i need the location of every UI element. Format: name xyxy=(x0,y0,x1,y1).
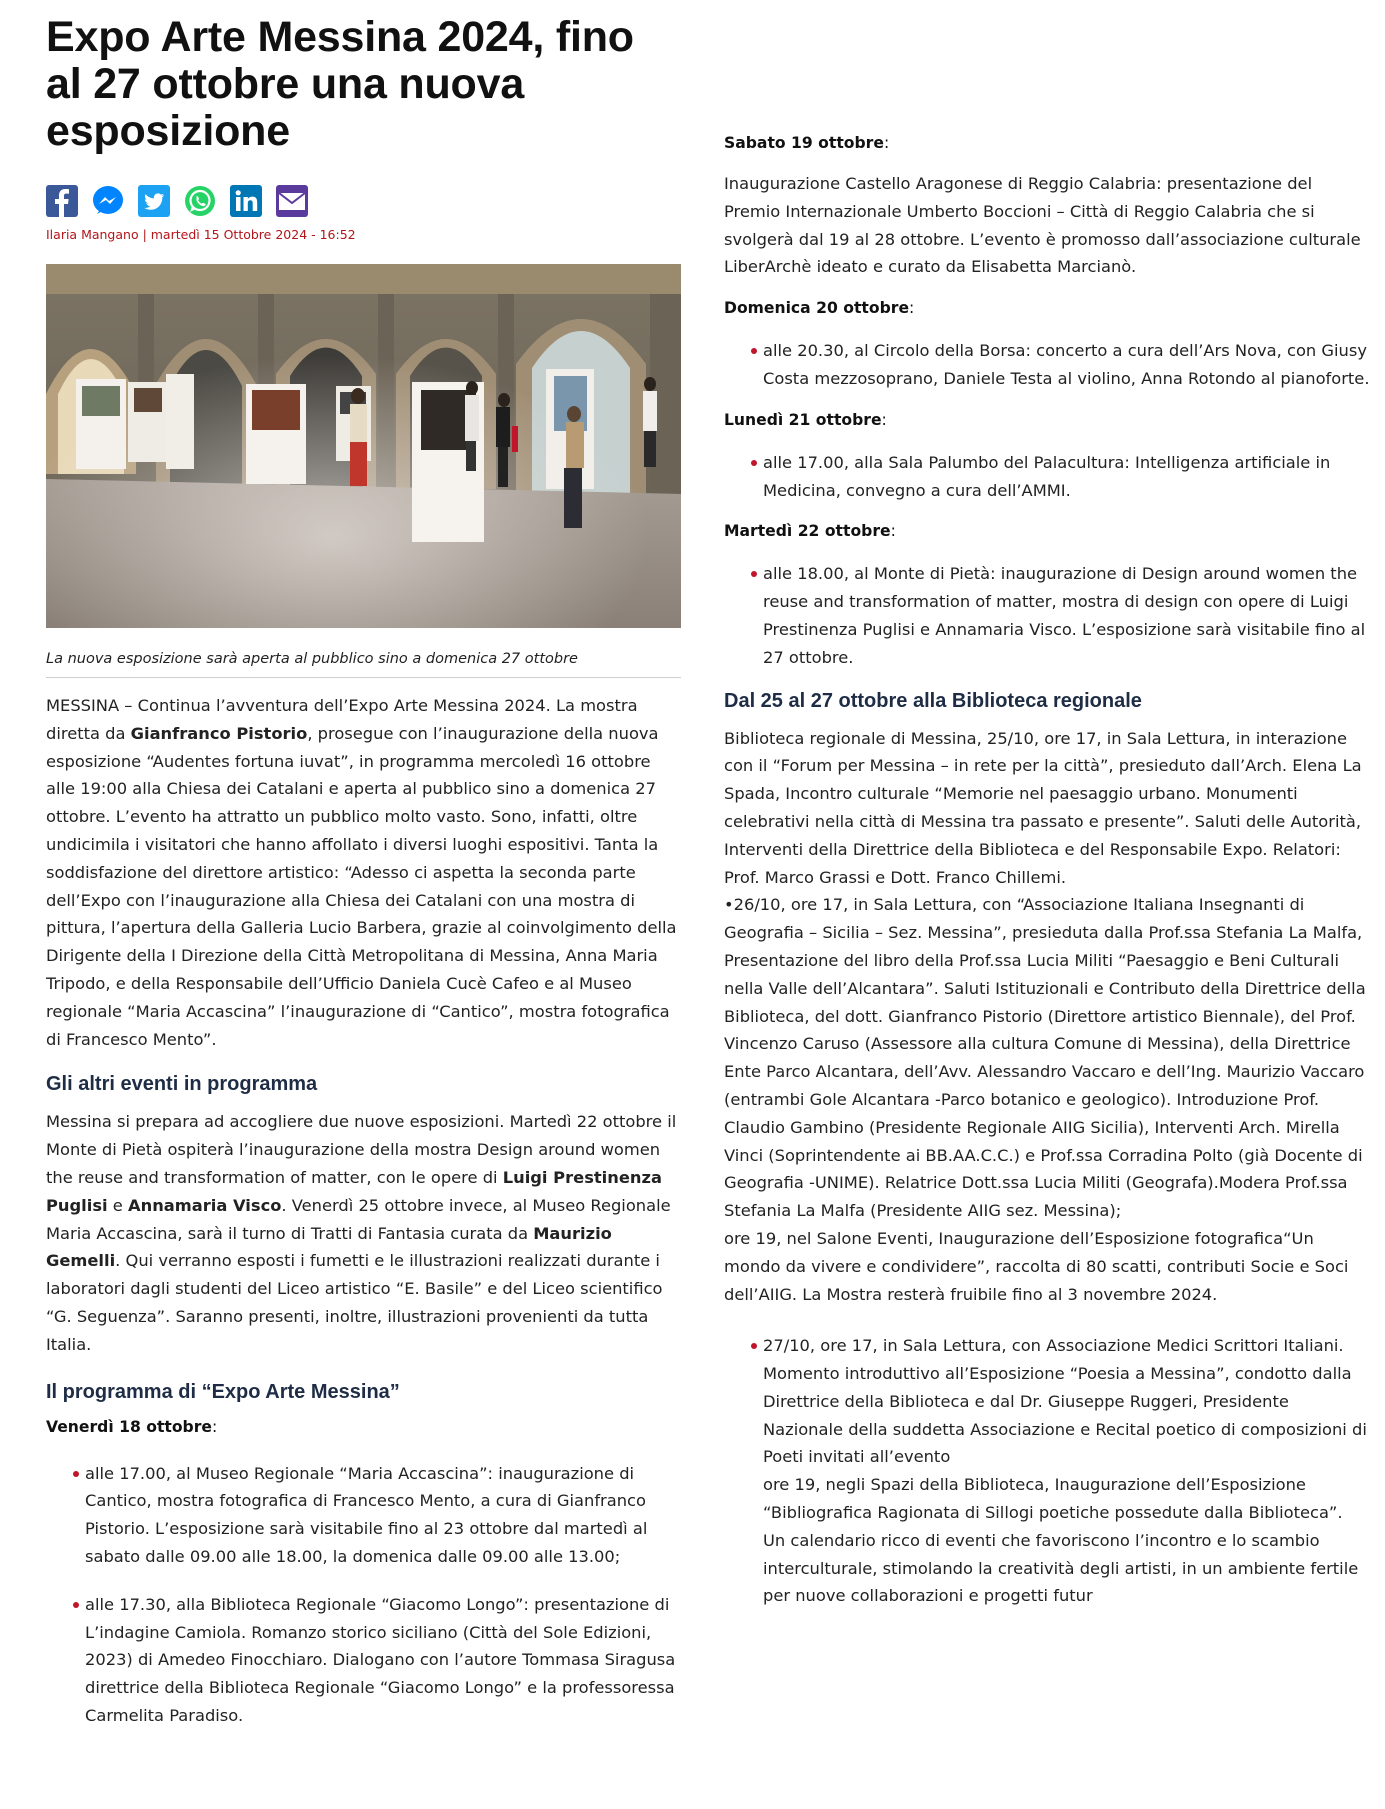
twitter-icon[interactable] xyxy=(138,185,170,217)
day-label-lunedi: Lunedì 21 ottobre: xyxy=(724,410,887,429)
list-item: alle 17.00, al Museo Regionale “Maria Accascina”: inaugurazione di Cantico, mostra fotografica di Francesco Mento, a cura di Gianfranco Pistorio. L’esposizione sarà visitabile fino al 23 ottobre dal martedì al sabato dalle 09.00 alle 18.00, la domenica dalle 09.00 alle 13.00; xyxy=(46,1460,681,1571)
monday-events-list xyxy=(724,449,1372,505)
biblioteca-paragraph-2: •26/10, ore 17, in Sala Lettura, con “Associazione Italiana Insegnanti di Geografia – Sicilia – Sez. Messina”, presieduta dalla Prof.ssa Stefania La Malfa, Presentazione del libro della Prof.ssa Lucia Militi “Paesaggio e Beni Culturali nella Valle dell’Alcantara”. Saluti Istituzionali e Contributo della Direttrice della Biblioteca, del dott. Gianfranco Pistorio (Direttore artistico Biennale), del Prof. Vincenzo Caruso (Assessore alla cultura Comune di Messina), della Direttrice Ente Parco Alcantara, dell’Avv. Alessandro Vaccaro e dell’Ing. Maurizio Vaccaro (entrambi Gole Alcantara -Parco botanico e geologico). Introduzione Prof. Claudio Gambino (Presidente Regionale AIIG Sicilia), Interventi Arch. Mirella Vinci (Soprintendente ai BB.AA.C.C.) e Prof.ssa Corradina Polto (già Docente di Geografia -UNIME). Relatrice Dott.ssa Lucia Militi (Geografa).Modera Prof.ssa Stefania La Malfa (Presidente AIIG sez. Messina); xyxy=(724,895,1366,1221)
tuesday-events-list xyxy=(724,560,1372,671)
section-heading-programma: Il programma di “Expo Arte Messina” xyxy=(46,1380,400,1403)
list-item: 27/10, ore 17, in Sala Lettura, con Associazione Medici Scrittori Italiani. Momento introduttivo all’Esposizione “Poesia a Messina”, condotto dalla Direttrice della Biblioteca e dal Dr. Giuseppe Ruggeri, Presidente Nazionale della suddetta Associazione e Recital poetico di composizioni di Poeti invitati all’evento ore 19, negli Spazi della Biblioteca, Inaugurazione dell’Esposizione “Bibliografica Ragionata di Sillogi poetiche possedute dalla Biblioteca”. Un calendario ricco di eventi che favoriscono l’incontro e lo scambio interculturale, stimolando la creatività degli artisti, in un ambiente fertile per nuove collaborazioni e progetti futur xyxy=(724,1332,1372,1610)
facebook-icon[interactable] xyxy=(46,185,78,217)
right-column xyxy=(724,0,1372,1809)
share-bar xyxy=(46,185,681,217)
list-item: alle 17.30, alla Biblioteca Regionale “Giacomo Longo”: presentazione di L’indagine Camiola. Romanzo storico siciliano (Città del Sole Edizioni, 2023) di Amedeo Finocchiaro. Dialogano con l’autore Tommasa Siragusa direttrice della Biblioteca Regionale “Giacomo Longo” e la professoressa Carmelita Paradiso. xyxy=(46,1591,681,1730)
biblioteca-paragraph-3: ore 19, nel Salone Eventi, Inaugurazione dell’Esposizione fotografica“Un mondo da vivere e condividere”, raccolta di 80 scatti, contributi Socie e Soci dell’AIIG. La Mostra resterà fruibile fino al 3 novembre 2024. xyxy=(724,1228,1349,1304)
saturday-paragraph: Inaugurazione Castello Aragonese di Reggio Calabria: presentazione del Premio Internazionale Umberto Boccioni – Città di Reggio Calabria che si svolgerà dal 19 al 28 ottobre. L’evento è promosso dall’associazione culturale LiberArchè ideato e curato da Elisabetta Marcianò. xyxy=(724,174,1361,277)
email-icon[interactable] xyxy=(276,185,308,217)
friday-events-list xyxy=(46,1460,681,1730)
day-label-sabato: Sabato 19 ottobre: xyxy=(724,134,890,152)
image-caption: La nuova esposizione sarà aperta al pubblico sino a domenica 27 ottobre xyxy=(46,651,681,678)
altri-eventi-paragraph: Messina si prepara ad accogliere due nuove esposizioni. Martedì 22 ottobre il Monte di Pietà ospiterà l’inaugurazione della mostra Design around women the reuse and transformation of matter, con le opere di Luigi Prestinenza Puglisi e Annamaria Visco. Venerdì 25 ottobre invece, al Museo Regionale Maria Accascina, sarà il turno di Tratti di Fantasia curata da Maurizio Gemelli. Qui verranno esposti i fumetti e le illustrazioni realizzati durante i laboratori dagli studenti del Liceo artistico “E. Basile” e del Liceo scientifico “G. Seguenza”. Saranno presenti, inoltre, illustrazioni provenienti da tutta Italia. xyxy=(46,1112,677,1354)
intro-paragraph: MESSINA – Continua l’avventura dell’Expo Arte Messina 2024. La mostra diretta da Gianfranco Pistorio, prosegue con l’inaugurazione della nuova esposizione “Audentes fortuna iuvat”, in programma mercoledì 16 ottobre alle 19:00 alla Chiesa dei Catalani e aperta al pubblico sino a domenica 27 ottobre. L’evento ha attratto un pubblico molto vasto. Sono, infatti, oltre undicimila i visitatori che hanno affollato i diversi luoghi espositivi. Tanta la soddisfazione del direttore artistico: “Adesso ci aspetta la seconda parte dell’Expo con l’inaugurazione alla Chiesa dei Catalani con una mostra di pittura, l’apertura della Galleria Lucio Barbera, grazie al coinvolgimento della Dirigente della I Direzione della Città Metropolitana di Messina, Anna Maria Tripodo, e della Responsabile dell’Ufficio Daniela Cucè Cafeo e al Museo regionale “Maria Accascina” l’inaugurazione di “Cantico”, mostra fotografica di Francesco Mento”. xyxy=(46,696,677,1049)
byline: Ilaria Mangano | martedì 15 Ottobre 2024 - 16:52 xyxy=(46,227,356,242)
list-item: alle 18.00, al Monte di Pietà: inaugurazione di Design around women the reuse and transformation of matter, mostra di design con opere di Luigi Prestinenza Puglisi e Annamaria Visco. L’esposizione sarà visitabile fino al 27 ottobre. xyxy=(724,560,1372,671)
left-column xyxy=(46,0,681,1809)
article-photo xyxy=(46,264,681,628)
list-item: alle 20.30, al Circolo della Borsa: concerto a cura dell’Ars Nova, con Giusy Costa mezzosoprano, Daniele Testa al violino, Anna Rotondo al pianoforte. xyxy=(724,337,1372,393)
day-label-venerdi: Venerdì 18 ottobre: xyxy=(46,1417,218,1436)
linkedin-icon[interactable] xyxy=(230,185,262,217)
whatsapp-icon[interactable] xyxy=(184,185,216,217)
section-heading-altri-eventi: Gli altri eventi in programma xyxy=(46,1073,318,1096)
biblioteca-paragraph-1: Biblioteca regionale di Messina, 25/10, ore 17, in Sala Lettura, in interazione con il “Forum per Messina – in rete per la città”, presieduto dall’Arch. Elena La Spada, Incontro culturale “Memorie nel paesaggio urbano. Monumenti celebrativi nella città di Messina tra passato e presente”. Saluti delle Autorità, Interventi della Direttrice della Biblioteca e del Responsabile Expo. Relatori: Prof. Marco Grassi e Dott. Franco Chillemi. xyxy=(724,728,1362,887)
day-label-domenica: Domenica 20 ottobre: xyxy=(724,299,915,318)
biblioteca-events-list xyxy=(724,1332,1372,1610)
list-item: alle 17.00, alla Sala Palumbo del Palacultura: Intelligenza artificiale in Medicina, convegno a cura dell’AMMI. xyxy=(724,449,1372,505)
article-title: Expo Arte Messina 2024, fino al 27 ottobre una nuova esposizione xyxy=(46,13,634,155)
sunday-events-list xyxy=(724,337,1372,393)
section-heading-biblioteca: Dal 25 al 27 ottobre alla Biblioteca regionale xyxy=(724,689,1142,712)
messenger-icon[interactable] xyxy=(92,185,124,217)
day-label-martedi: Martedì 22 ottobre: xyxy=(724,522,896,541)
